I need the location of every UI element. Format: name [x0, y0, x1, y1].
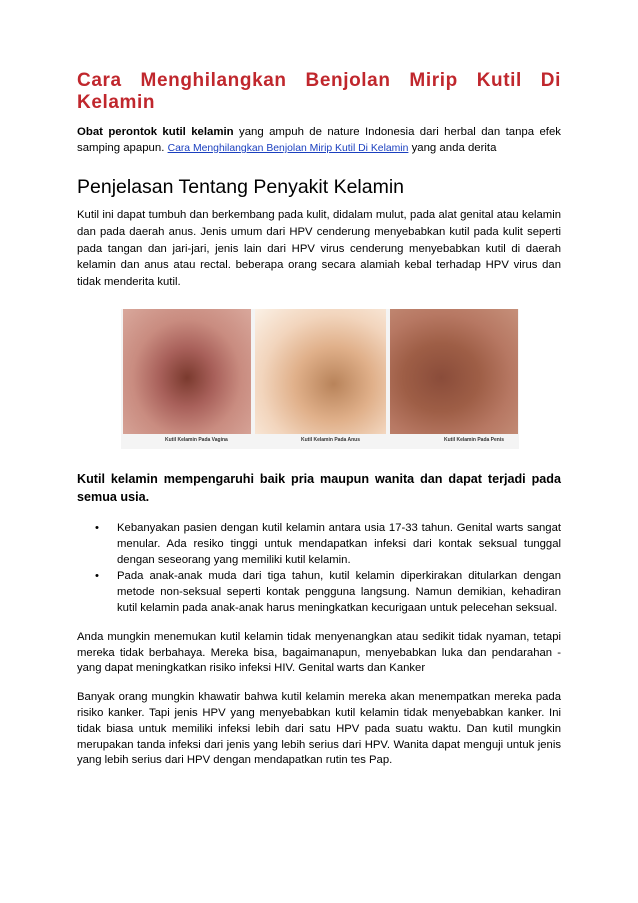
figure-caption: Kutil Kelamin Pada Penis: [444, 436, 505, 443]
paragraph-hpv: Kutil ini dapat tumbuh dan berkembang pada kulit, didalam mulut, pada alat genital atau kelamin dan pada daerah anus. Jenis umum dari HPV cenderung menyebabkan kutil pada kulit seperti pada tangan dan jari-jari, jenis lain dari HPV virus cenderung menyebabkan kutil di daerah kelamin dan anus atau rectal. beberapa orang secara alamiah kebal terhadap HPV virus dan tidak menderita kutil.: [77, 209, 561, 289]
figure-caption: Kutil Kelamin Pada Anus: [301, 436, 360, 443]
list-item-text: Pada anak-anak muda dari tiga tahun, kutil kelamin diperkirakan ditularkan dengan metode non-seksual seperti kontak pengguna langsung. Namun demikian, kehadiran kutil kelamin pada anak-anak harus meningkatkan kecurigaan untuk pelecehan seksual.: [117, 570, 561, 614]
section-heading: Penjelasan Tentang Penyakit Kelamin: [77, 176, 405, 198]
intro-bold-text: Obat perontok kutil kelamin: [77, 126, 234, 138]
lead-statement: Kutil kelamin mempengaruhi baik pria maupun wanita dan dapat terjadi pada semua usia.: [77, 471, 561, 505]
photo-figure: [121, 309, 519, 449]
intro-text-end: yang anda derita: [408, 142, 497, 154]
photo-anus: [255, 309, 386, 434]
figure-caption: Kutil Kelamin Pada Vagina: [165, 436, 228, 443]
photo-penis: [390, 309, 518, 434]
intro-text: yang ampuh de nature Indonesia dari herbal dan tanpa efek samping apapun.: [77, 126, 561, 154]
page-title: Cara Menghilangkan Benjolan Mirip Kutil Di Kelamin: [77, 70, 561, 113]
list-item: [77, 569, 561, 616]
list-item-text: Kebanyakan pasien dengan kutil kelamin antara usia 17-33 tahun. Genital warts sangat menular. Ada resiko tinggi untuk mendapatkan infeksi dari kontak seksual tunggal dengan seseorang yang memiliki kutil kelamin.: [117, 521, 561, 566]
paragraph-cancer: Banyak orang mungkin khawatir bahwa kutil kelamin mereka akan menempatkan mereka pada risiko kanker. Tapi jenis HPV yang menyebabkan kutil kelamin tidak menyebabkan kanker. Ini tidak biasa untuk memiliki infeksi lebih dari satu HPV pada suatu waktu. Dan kutil mungkin merupakan tanda infeksi dari jenis yang lebih serius dari HPV. Wanita dapat menguji untuk jenis yang lebih serius dari HPV dengan mendapatkan rutin tes Pap.: [77, 691, 561, 767]
article-link[interactable]: Cara Menghilangkan Benjolan Mirip Kutil Di Kelamin: [167, 143, 409, 154]
bullet-list: [77, 521, 561, 617]
paragraph-risks: Anda mungkin menemukan kutil kelamin tidak menyenangkan atau sedikit tidak nyaman, tetapi mereka tidak berbahaya. Mereka bisa, bagaimanapun, menyebabkan luka dan pendarahan - yang dapat meningkatkan risiko infeksi HIV. Genital warts dan Kanker: [77, 630, 561, 675]
bullet-icon: •: [95, 521, 99, 534]
intro-paragraph: [77, 124, 561, 157]
photo-vagina: [123, 309, 251, 434]
bullet-icon: •: [95, 570, 99, 583]
document-page: [77, 70, 561, 769]
list-item: [77, 521, 561, 568]
